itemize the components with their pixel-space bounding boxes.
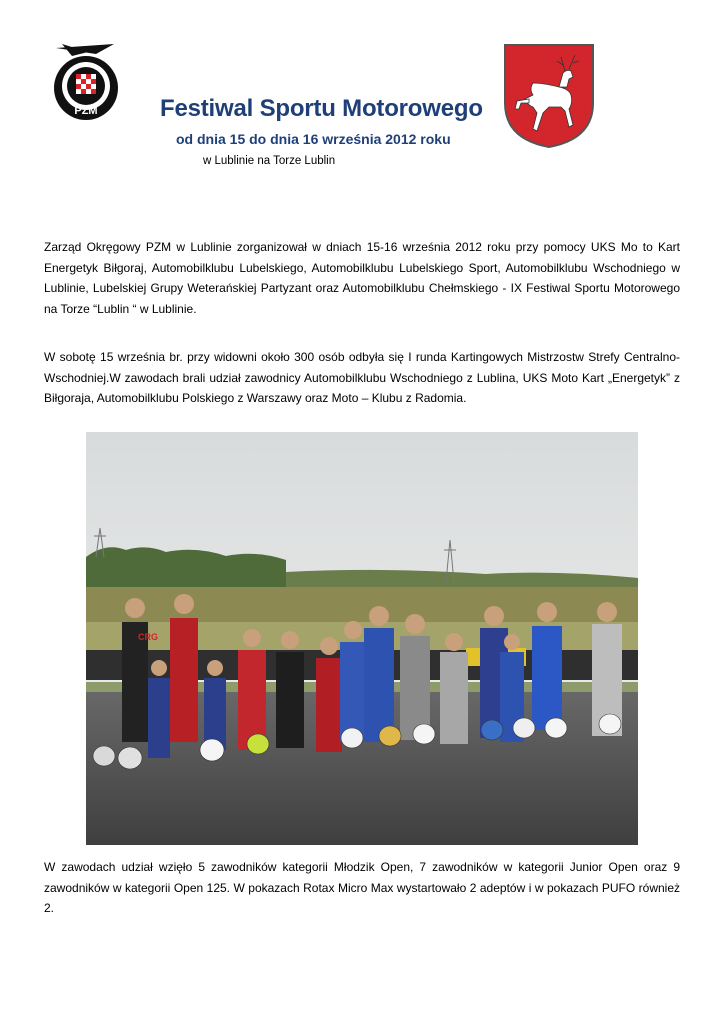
pzm-logo — [52, 42, 120, 122]
paragraph-saturday: W sobotę 15 września br. przy widowni około 300 osób odbyła się I runda Kartingowych Mistrzostw Strefy Centralno-Wschodniej.W zawodach brali udział zawodnicy Automobilklubu Wschodniego z Lublina, UKS Moto Kart „Energetyk” z Biłgoraja, Automobilklubu Polskiego z Warszawy oraz Moto – Klubu z Radomia. — [44, 350, 680, 405]
suit-print: CRG — [138, 632, 158, 642]
paragraph-categories: W zawodach udział wzięło 5 zawodników kategorii Młodzik Open, 7 zawodników w kategorii Junior Open oraz 9 zawodników w kategorii Open 125. W pokazach Rotax Micro Max wystartowało 2 adeptów i w pokazach PUFO również 2. — [44, 860, 680, 915]
lublin-coat-of-arms — [503, 43, 595, 149]
pzm-logo-text: PZM — [74, 105, 98, 117]
event-dates: od dnia 15 do dnia 16 września 2012 roku — [176, 131, 451, 147]
page-title: Festiwal Sportu Motorowego — [160, 95, 483, 122]
drivers-group-photo — [86, 432, 638, 845]
paragraph-organizers: Zarząd Okręgowy PZM w Lublinie zorganizował w dniach 15-16 września 2012 roku przy pomocy UKS Mo to Kart Energetyk Biłgoraj, Automobilklubu Lubelskiego, Automobilklubu Lubelskiego Sport, Automobilklubu Wschodniego w Lublinie, Lubelskiej Grupy Weterańskiej Partyzant oraz Automobilklubu Chełmskiego - IX Festiwal Sportu Motorowego na Torze “Lublin “ w Lublinie. — [44, 240, 680, 316]
event-location: w Lublinie na Torze Lublin — [203, 155, 336, 167]
